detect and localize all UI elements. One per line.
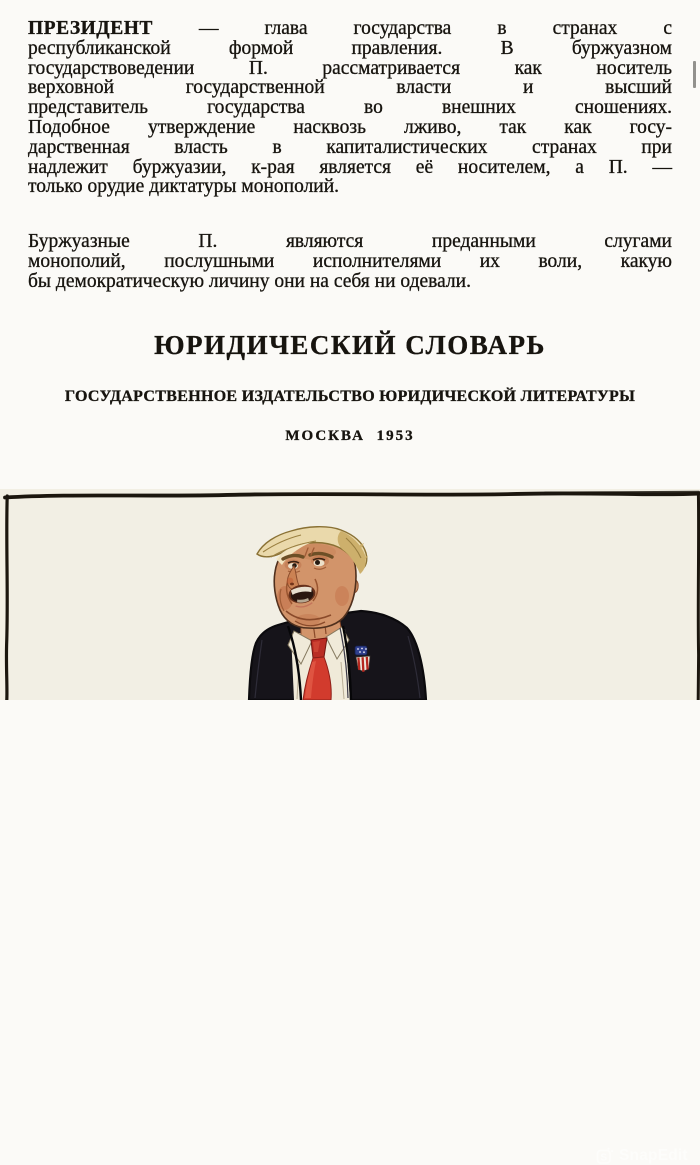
book-title: ЮРИДИЧЕСКИЙ СЛОВАРЬ <box>154 330 546 360</box>
entry-paragraph-2 <box>28 232 672 291</box>
entry-line: надлежит буржуазии, к-рая является её носителем, а П. — <box>28 156 672 178</box>
watermark-label: SnapEdit <box>619 1147 688 1165</box>
entry-line: Буржуазные П. являются преданными слугами <box>28 231 672 252</box>
tie-knot <box>311 638 327 658</box>
snapedit-watermark <box>596 1147 688 1165</box>
entry-line: государствоведении П. рассматривается как носитель <box>28 57 672 79</box>
cartoon-panel <box>0 489 700 1165</box>
cartoon-drawing <box>0 489 700 700</box>
entry-line: бы демократическую личину они на себя ни одевали. <box>28 270 471 292</box>
entry-line: верховной государственной власти и высший <box>28 77 672 99</box>
scan-artifact-line <box>693 61 696 88</box>
dictionary-entry <box>28 19 672 197</box>
entry-line: только орудие диктатуры монополий. <box>28 176 340 198</box>
entry-headword: ПРЕЗИДЕНТ <box>28 18 153 39</box>
entry-line: республиканской формой правления. В буржуазном <box>28 37 672 59</box>
city-year-line: МОСКВА 1953 <box>285 428 415 444</box>
entry-line: дарственная власть в капиталистических странах при <box>28 136 672 158</box>
snapedit-icon <box>596 1147 614 1165</box>
publisher-line: ГОСУДАРСТВЕННОЕ ИЗДАТЕЛЬСТВО ЮРИДИЧЕСКОЙ ЛИТЕРАТУРЫ <box>64 388 636 405</box>
entry-line-text: — глава государства в странах с <box>198 18 672 39</box>
entry-line <box>28 19 672 39</box>
entry-line: Подобное утверждение насквозь лживо, так как госу- <box>28 116 672 138</box>
entry-line: монополий, послушными исполнителями их воли, какую <box>28 250 672 272</box>
trump-caricature <box>249 527 426 700</box>
svg-text:S: S <box>600 1152 608 1164</box>
entry-line: представитель государства во внешних сношениях. <box>28 97 672 119</box>
